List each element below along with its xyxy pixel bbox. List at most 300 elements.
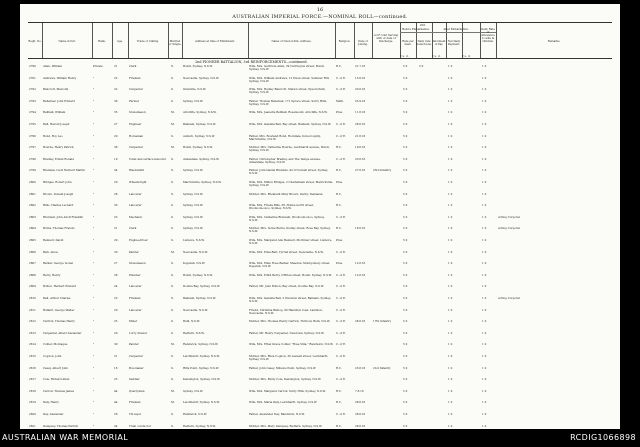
- cell-ms: S.: [171, 134, 174, 138]
- cell-ms: S.: [171, 204, 174, 208]
- cell-age: 19: [114, 157, 118, 161]
- table-row: [20, 425, 620, 429]
- cell-pay: 5 0: [403, 331, 408, 335]
- cell-kin: Mother, Mrs. Catherine Bourne, Leichhardt avenue, Bondi, Sydney, N.S.W.: [249, 146, 330, 153]
- cell-net: 1 0: [448, 273, 453, 277]
- cell-allow: 1 0: [482, 401, 487, 405]
- cell-pay: 5 0: [403, 157, 408, 161]
- cell-ms: M.: [171, 401, 175, 405]
- cell-name: Cogdon, John: [43, 355, 62, 358]
- cell-name: Burns, Thomas Francis: [43, 227, 75, 231]
- cell-kin: Father, John Casey, Milsons Point, Sydney, N.S.W.: [249, 366, 317, 370]
- cell-rel: Meth.: [336, 99, 345, 103]
- cell-kin: Father, Mr. Henry Carpenter, Newtown, Sydney, N.S.W.: [249, 331, 325, 335]
- cell-allow: 1 0: [482, 157, 487, 161]
- cell-trade: Clerk: [129, 65, 137, 68]
- cell-ms: M.: [171, 146, 175, 150]
- cell-no: 2805: [29, 239, 36, 242]
- table-row: [20, 378, 620, 387]
- cell-allow: 1 0: [482, 308, 487, 312]
- cell-age: 27: [114, 262, 118, 266]
- table-row: [20, 297, 620, 306]
- cell-pay: 5 0: [403, 389, 408, 393]
- cell-addr: Kogarah, N.S.W.: [183, 262, 205, 266]
- cell-pay: 5 0: [403, 169, 408, 173]
- cell-rel: R.C.: [336, 424, 342, 428]
- cell-pay: 5 0: [403, 239, 408, 242]
- cell-net: 1 0: [448, 285, 453, 289]
- cell-age: 44: [114, 389, 118, 393]
- cell-rel: R.C.: [336, 192, 342, 196]
- units-allot: £ s. d.: [432, 54, 441, 58]
- cell-net: 1 0: [448, 65, 453, 68]
- cell-name: Daly, Henry: [43, 401, 59, 405]
- table-row: [20, 204, 620, 213]
- cell-ms: S.: [171, 308, 174, 312]
- cell-name: Bond, Roy Leo: [43, 134, 63, 138]
- cell-age: 20: [114, 331, 118, 335]
- cell-kin: Wife, Mrs. Margaret Carroll, Surry Hills, Sydney, N.S.W.: [249, 389, 326, 393]
- cell-ms: S.: [171, 215, 174, 219]
- cell-kin: Wife, Mrs. Gertrude Allen, 29 Carrington street, Bondi, Sydney, N.S.W.: [249, 65, 325, 71]
- cell-addr: Redfern, N.S.W.: [183, 331, 205, 335]
- cell-rel: C. of E.: [336, 308, 346, 312]
- cell-kin: Father, Mrs. Rowland Bond, Rockdale, Indooroopilly, Marrickville, N.S.W.: [249, 134, 321, 141]
- cell-ms: S.: [171, 424, 174, 428]
- cell-ms: S.: [171, 99, 174, 103]
- table-row: [20, 320, 620, 329]
- cell-rel: C. of E.: [336, 355, 346, 358]
- group-after: After Embarkation.: [443, 28, 469, 31]
- cell-unit: 17th Infantry: [373, 320, 392, 324]
- cell-no: 2795: [29, 123, 36, 126]
- table-row: [20, 285, 620, 294]
- cell-name: Bullard, George Walter: [43, 308, 75, 312]
- cell-net: 1 0: [448, 413, 453, 416]
- col-address: Address at time of Enlistment.: [194, 40, 236, 43]
- cell-allow: 1 0: [482, 239, 487, 242]
- col-religion: Religion.: [338, 40, 351, 43]
- cell-pay: 5 0: [403, 181, 408, 184]
- col-trade: Trade or Calling.: [136, 40, 160, 43]
- col-married: Married or Single.: [168, 40, 182, 46]
- cell-ms: S.: [171, 366, 174, 370]
- cell-name: Bourne, Henry Patrick: [43, 146, 74, 150]
- cell-allow: 1 0: [482, 378, 487, 382]
- cell-rel: C. of E.: [336, 157, 346, 161]
- cell-trade: Fireman: [129, 297, 141, 300]
- table-row: [20, 401, 620, 410]
- cell-name: Allen, William: [43, 65, 62, 68]
- cell-age: 18: [114, 366, 118, 370]
- cell-pay: 5 0: [403, 88, 408, 92]
- cell-rel: Pres.: [336, 262, 343, 266]
- cell-allow: 1 0: [482, 250, 487, 254]
- col-age: Age.: [117, 40, 123, 43]
- cell-remarks: Acting Corporal: [498, 215, 520, 219]
- cell-age: 36: [114, 146, 118, 150]
- cell-age: 26: [114, 413, 118, 416]
- cell-rank: ": [93, 378, 95, 382]
- col-allotment: Allotment of Pay.: [432, 40, 446, 46]
- cell-rank: ": [93, 331, 95, 335]
- cell-age: 20: [114, 134, 118, 138]
- cell-kin: Wife, Mrs. Isabella Bell, 2 Ewenton street, Balmain, Sydney, N.S.W.: [249, 297, 331, 303]
- cell-rank: ": [93, 297, 95, 300]
- cell-rel: R.C.: [336, 204, 342, 208]
- cell-pay: 5 0: [403, 285, 408, 289]
- cell-allow: 1 0: [482, 227, 487, 231]
- cell-pay: 5 0: [403, 308, 408, 312]
- cell-name: Brunnell, John Adolf Franklin: [43, 215, 84, 219]
- cell-trade: Stonemason: [129, 262, 146, 266]
- cell-kin: Wife, Mrs. Catherine Brunnell, Woolloomooloo, Sydney, N.S.W.: [249, 215, 325, 222]
- cell-trade: Tram conductor: [129, 424, 151, 428]
- cell-rel: C. of E.: [336, 134, 346, 138]
- cell-addr: Annandale, Sydney, N.S.W.: [183, 157, 220, 161]
- cell-rank: ": [93, 227, 95, 231]
- cell-rank: ": [93, 401, 95, 405]
- cell-trade: Labourer: [129, 308, 142, 312]
- col-unit: A.I.F. Unit Serving with or date of Discharge.: [373, 34, 399, 43]
- group-pay: PAY.: [420, 24, 426, 27]
- table-row: [20, 413, 620, 422]
- cell-name: Bridges, Robert John: [43, 181, 72, 184]
- cell-net: 1 0: [448, 76, 453, 80]
- cell-ded: 3 0: [419, 65, 424, 68]
- cell-age: 23: [114, 215, 118, 219]
- cell-date: 28.8.16: [355, 401, 366, 405]
- cell-addr: Randwick, Sydney, N.S.W.: [183, 343, 219, 347]
- units-after: £ s. d.: [462, 54, 471, 58]
- cell-allow: 1 0: [482, 123, 487, 126]
- cell-rel: C. of E.: [336, 250, 346, 254]
- cell-rank: ": [93, 343, 95, 347]
- cell-kin: Wife, Mrs. Frieda Bills, 38, Hobbs-worth street, Woolloomooloo, Sydney, N.S.W.: [249, 204, 314, 211]
- cell-no: 2821: [29, 424, 36, 428]
- cell-pay: 5 0: [403, 146, 408, 150]
- cell-allow: 1 0: [482, 355, 487, 358]
- cell-name: Bennett, David: [43, 239, 64, 242]
- cell-rank: Private: [93, 65, 103, 68]
- cell-net: 1 0: [448, 123, 453, 126]
- cell-net: 1 0: [448, 320, 453, 324]
- table-row: [20, 251, 620, 260]
- col-next-of-kin: Name of Next-of-Kin. Address.: [271, 40, 312, 43]
- cell-rank: ": [93, 111, 95, 115]
- cell-kin: Wife, Mrs. Ethel Grace Collier, "Rose Villa," Randwick, N.S.W.: [249, 343, 334, 347]
- cell-addr: Balmain, Sydney, N.S.W.: [183, 123, 216, 126]
- cell-kin: Wife, Mrs. Milton Bridges, 2 Cheltenham street, Marrickville, Sydney, N.S.W.: [249, 181, 334, 187]
- cell-pay: 5 0: [403, 111, 408, 115]
- cell-age: 21: [114, 227, 118, 231]
- cell-kin: Wife, Mrs. Margaret Ann Bennett, Mortimer street, Lismore, N.S.W.: [249, 239, 333, 245]
- col-rate: Rate per diem.: [402, 40, 414, 46]
- cell-allow: 1 0: [482, 366, 487, 370]
- col-deductions: Daily rate Deductions.: [416, 40, 432, 46]
- cell-trade: Box-maker: [129, 366, 144, 370]
- cell-rel: C. of E.: [336, 215, 346, 219]
- cell-ms: M.: [171, 389, 175, 393]
- cell-trade: Horseman: [129, 134, 144, 138]
- cell-ms: S.: [171, 413, 174, 416]
- cell-kin: Mother, Mrs. Eliza Cogdon, 30 Leswell street, Leichhardt, Sydney, N.S.W.: [249, 355, 329, 361]
- cell-no: 2794: [29, 111, 36, 115]
- cell-ms: S.: [171, 157, 174, 161]
- cell-net: 1 0: [448, 343, 453, 347]
- cell-rank: ": [93, 273, 95, 277]
- cell-net: 1 0: [448, 424, 453, 428]
- cell-no: 2790: [29, 65, 36, 68]
- table-row: [20, 262, 620, 271]
- cell-rel: C. of E.: [336, 320, 346, 324]
- cell-pay: 5 0: [403, 273, 408, 277]
- cell-allow: 1 0: [482, 111, 487, 115]
- cell-ms: S.: [171, 273, 174, 277]
- cell-addr: Lismore, N.S.W.: [183, 239, 205, 242]
- cell-remarks: Acting Corporal: [498, 227, 520, 231]
- cell-trade: Labourer: [129, 204, 142, 208]
- table-row: [20, 332, 620, 341]
- cell-ms: S.: [171, 181, 174, 184]
- cell-allow: 1 0: [482, 320, 487, 324]
- cell-kin: Father, Thomas Beharner, 171 Spruce street, Surry Hills, Sydney, N.S.W.: [249, 99, 328, 106]
- cell-name: Berry, Henry: [43, 273, 61, 277]
- cell-addr: Sydney, N.S.W.: [183, 99, 204, 103]
- cell-kin: Wife, Mrs. Hedley Bancroft, Station street, Epsom Park, Sydney, N.S.W.: [249, 88, 326, 95]
- cell-ms: S.: [171, 227, 174, 231]
- cell-name: Cole, Richard Allen: [43, 378, 70, 382]
- cell-pay: 5 0: [403, 424, 408, 428]
- table-row: [20, 111, 620, 120]
- cell-rank: ": [93, 181, 95, 184]
- col-allowance: Daily Rate of Allowance to wife & children.: [481, 28, 495, 43]
- cell-rank: ": [93, 134, 95, 138]
- table-row: [20, 65, 620, 74]
- cell-ms: M.: [171, 111, 175, 115]
- cell-rel: Pres.: [336, 239, 343, 242]
- cell-name: Bancroft, Malcolm: [43, 88, 69, 92]
- cell-age: 28: [114, 192, 118, 196]
- cell-ms: S.: [171, 239, 174, 242]
- cell-date: 15.8.16: [355, 76, 366, 80]
- cell-net: 1 0: [448, 250, 453, 254]
- cell-net: 1 0: [448, 378, 453, 382]
- cell-ms: S.: [171, 285, 174, 289]
- cell-rel: C. of E.: [336, 76, 346, 80]
- cell-kin: Wife, Mrs. Jeanette Bellhall, Rosemount, Arncliffe, N.S.W.: [249, 111, 328, 115]
- cell-allow: 1 0: [482, 134, 487, 138]
- cell-rel: R.C.: [336, 227, 342, 231]
- cell-name: Brennan, Cecil Herbert Martin: [43, 169, 86, 173]
- cell-ms: M.: [171, 343, 175, 347]
- cell-kin: Wife, Mrs. William Andrews, 12 Ewen street, Summer Hill, Sydney, N.S.W.: [249, 76, 330, 83]
- cell-age: 20: [114, 181, 118, 184]
- cell-no: 2806: [29, 250, 36, 254]
- cell-name: Bell, Arthur Charles: [43, 297, 71, 300]
- cell-name: Bell, Harold Joseph: [43, 123, 70, 126]
- cell-rank: ": [93, 123, 95, 126]
- cell-allow: 1 0: [482, 389, 487, 393]
- cell-name: Beharner, John Edward: [43, 99, 75, 103]
- cell-kin: Mother, Mrs. Emily Cole, Kensington, Sydney, N.S.W.: [249, 378, 322, 382]
- cell-rank: ": [93, 366, 95, 370]
- cell-rel: R.C.: [336, 146, 342, 150]
- cell-allow: 1 0: [482, 204, 487, 208]
- cell-rel: C. of E.: [336, 378, 346, 382]
- cell-date: 18.8.16: [355, 227, 366, 231]
- cell-kin: Father, Mr. John Bolton, Bay street, Double Bay, N.S.W.: [249, 285, 324, 289]
- cell-addr: Sydney, N.S.W.: [183, 389, 204, 393]
- cell-trade: Fireman: [129, 76, 141, 80]
- cell-no: 2820: [29, 413, 36, 416]
- cell-age: 22: [114, 88, 118, 92]
- cell-pay: 5 0: [403, 413, 408, 416]
- table-row: [20, 193, 620, 202]
- cell-net: 1 0: [448, 169, 453, 173]
- cell-ms: S.: [171, 88, 174, 92]
- cell-addr: Marrickville, Sydney, N.S.W.: [183, 181, 222, 184]
- cell-addr: Arncliffe, Sydney, N.S.W.: [183, 111, 217, 115]
- col-rank: Rank.: [98, 40, 106, 43]
- cell-name: Carroll, Thomas James: [43, 389, 74, 393]
- cell-trade: Blacksmith: [129, 169, 145, 173]
- cell-addr: Auburn, Sydney, N.S.W.: [183, 134, 215, 138]
- page-title: AUSTRALIAN IMPERIAL FORCE.—NOMINAL ROLL—continued.: [232, 14, 408, 20]
- col-regtl-no: Regtl. No.: [28, 40, 42, 43]
- table-row: [20, 216, 620, 225]
- cell-ms: S.: [171, 65, 174, 68]
- cell-kin: Mother, Mrs. Mary Dempsey, Redfern, Sydney, N.S.W.: [249, 424, 323, 428]
- cell-date: 28.8.16: [355, 320, 366, 324]
- cell-rank: ": [93, 262, 95, 266]
- cell-pay: 5 0: [403, 262, 408, 266]
- cell-net: 1 0: [448, 99, 453, 103]
- cell-addr: Bulli, N.S.W.: [183, 320, 200, 324]
- cell-net: 1 0: [448, 192, 453, 196]
- cell-addr: Bondi, Sydney, N.S.W.: [183, 65, 213, 68]
- cell-trade: Stonemason: [129, 111, 146, 115]
- cell-kin: Wife, Mrs. Edith Berry, O'Brien street, Bondi, Sydney, N.S.W.: [249, 273, 332, 277]
- cell-name: Bolton, Herbert Edward: [43, 285, 76, 289]
- table-row: [20, 158, 620, 167]
- cell-trade: Carpenter: [129, 146, 143, 150]
- col-date-joining: Date of Joining.: [357, 40, 369, 46]
- cell-rank: ": [93, 146, 95, 150]
- cell-trade: Plumber: [129, 273, 141, 277]
- cell-rank: ": [93, 215, 95, 219]
- cell-allow: 1 0: [482, 424, 487, 428]
- cell-rank: ": [93, 204, 95, 208]
- cell-pay: 5 0: [403, 378, 408, 382]
- cell-trade: Fireman: [129, 401, 141, 405]
- cell-name: Carpenter, Albert Alexander: [43, 331, 82, 335]
- cell-trade: Engine-driver: [129, 239, 148, 242]
- col-name: Name in full.: [58, 40, 76, 43]
- cell-rank: ": [93, 169, 95, 173]
- cell-rel: R.C.: [336, 366, 342, 370]
- cell-addr: Hills Point, Sydney, N.S.W.: [183, 366, 219, 370]
- cell-rel: Pres.: [336, 111, 343, 115]
- cell-age: 22: [114, 76, 118, 80]
- cell-kin: Wife, Mrs. Eliza Batt, Tyrrell street, Newcastle, N.S.W.: [249, 250, 324, 254]
- table-row: [20, 77, 620, 86]
- cell-no: 2813: [29, 331, 36, 335]
- cell-trade: Labourer: [129, 285, 142, 289]
- cell-allow: 1 0: [482, 99, 487, 103]
- cell-name: Andrews, William Henry: [43, 76, 77, 80]
- cell-net: 1 0: [448, 331, 453, 335]
- cell-age: 25: [114, 378, 118, 382]
- cell-date: 12.8.16: [355, 262, 366, 266]
- cell-rel: R.C.: [336, 389, 342, 393]
- cell-allow: 1 0: [482, 65, 487, 68]
- cell-age: 24: [114, 285, 118, 289]
- cell-date: 19.8.16: [355, 146, 366, 150]
- cell-pay: 5 0: [403, 227, 408, 231]
- cell-addr: Leichhardt, Sydney, N.S.W.: [183, 355, 220, 358]
- cell-no: 2808: [29, 273, 36, 277]
- cell-ms: S.: [171, 355, 174, 358]
- cell-ms: M.: [171, 123, 175, 126]
- cell-net: 1 0: [448, 239, 453, 242]
- cell-no: 2811: [29, 308, 36, 312]
- cell-pay: 5 0: [403, 65, 408, 68]
- cell-no: 2797: [29, 146, 36, 150]
- table-row: [20, 343, 620, 352]
- cell-kin: Friend, Christina Bishop, 60 Hamilton road, Lambton, Newcastle, N.S.W.: [249, 308, 323, 315]
- cell-rel: C. of E.: [336, 88, 346, 92]
- cell-age: 21: [114, 65, 118, 68]
- cell-age: 30: [114, 250, 118, 254]
- cell-age: 34: [114, 169, 118, 173]
- table-row: [20, 123, 620, 132]
- cell-rel: C. of E.: [336, 343, 346, 347]
- cell-allow: 1 0: [482, 273, 487, 277]
- cell-ms: S.: [171, 192, 174, 196]
- cell-kin: Mother, Mrs. Thomas Henry Carrick, Thirroul, Bulli, N.S.W.: [249, 320, 331, 324]
- cell-net: 1 0: [448, 146, 453, 150]
- cell-pay: 5 0: [403, 76, 408, 80]
- cell-no: 2803: [29, 215, 36, 219]
- cell-allow: 1 0: [482, 262, 487, 266]
- cell-kin: Father, Alexander Day, Randwick, N.S.W.: [249, 413, 305, 416]
- cell-addr: Sydney, N.S.W.: [183, 227, 204, 231]
- cell-age: 24: [114, 424, 118, 428]
- col-net: Net Daily Payment.: [447, 40, 461, 46]
- cell-no: 2796: [29, 134, 36, 138]
- group-before: Before Embarkation.: [402, 28, 430, 31]
- table-row: [20, 88, 620, 97]
- table-row: [20, 367, 620, 376]
- cell-pay: 5 0: [403, 297, 408, 300]
- cell-addr: Redfern, Sydney, N.S.W.: [183, 424, 216, 428]
- cell-name: Dempsey, Thomas Patrick: [43, 424, 79, 428]
- cell-pay: 5 0: [403, 320, 408, 324]
- cell-no: 2815: [29, 355, 36, 358]
- cell-no: 2809: [29, 285, 36, 289]
- cell-ms: S.: [171, 297, 174, 300]
- cell-addr: Randwick, N.S.W.: [183, 413, 207, 416]
- cell-no: 2802: [29, 204, 36, 208]
- cell-addr: Bondi, Sydney, N.S.W.: [183, 273, 213, 277]
- cell-no: 2810: [29, 297, 36, 300]
- cell-date: 25.8.16: [355, 157, 366, 161]
- cell-trade: Miner: [129, 320, 138, 324]
- cell-rank: ": [93, 424, 95, 428]
- cell-rel: Pres.: [336, 181, 343, 184]
- cell-kin: Father, John Daniel Brennan, 42 O'Connell street, Sydney, N.S.W.: [249, 169, 329, 176]
